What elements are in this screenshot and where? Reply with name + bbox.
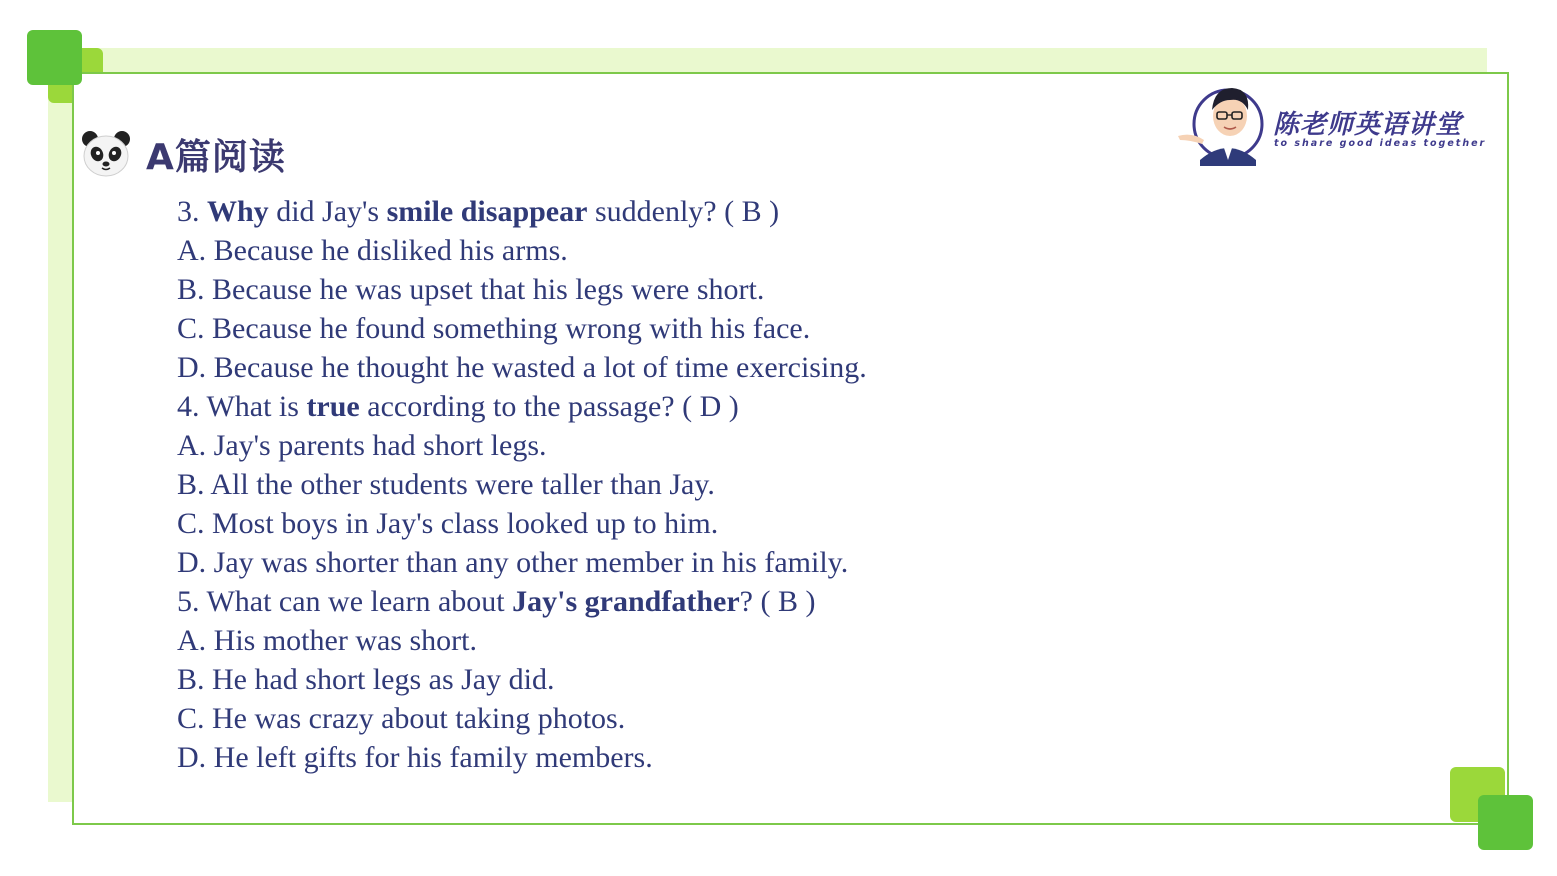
answer-option: B. All the other students were taller than Jay. <box>177 468 715 501</box>
answer-option: B. Because he was upset that his legs were short. <box>177 273 765 306</box>
question-stem: 3. Why did Jay's smile disappear suddenly? ( B ) <box>177 195 780 228</box>
answer-option: D. Because he thought he wasted a lot of time exercising. <box>177 351 867 384</box>
brand-name: 陈老师英语讲堂 <box>1273 110 1463 140</box>
answer-option: D. He left gifts for his family members. <box>177 741 653 774</box>
answer-option: D. Jay was shorter than any other member in his family. <box>177 546 849 579</box>
brand-logo <box>1178 80 1498 166</box>
corner-square-bottom-right-front <box>1478 795 1533 850</box>
answer-option: C. He was crazy about taking photos. <box>177 702 626 735</box>
answer-option: C. Most boys in Jay's class looked up to him. <box>177 507 719 540</box>
teacher-avatar-icon <box>1178 80 1274 166</box>
question-list <box>177 192 867 777</box>
question-stem: 4. What is true according to the passage? ( D ) <box>177 390 739 423</box>
answer-option: A. Jay's parents had short legs. <box>177 429 547 462</box>
question-stem: 5. What can we learn about Jay's grandfather? ( B ) <box>177 585 816 618</box>
answer-option: A. Because he disliked his arms. <box>177 234 568 267</box>
panda-icon <box>80 128 132 180</box>
answer-option: B. He had short legs as Jay did. <box>177 663 555 696</box>
section-heading <box>80 128 286 180</box>
answer-option: A. His mother was short. <box>177 624 477 657</box>
section-title: A篇阅读 <box>146 136 286 178</box>
answer-option: C. Because he found something wrong with his face. <box>177 312 811 345</box>
brand-slogan: to share good ideas together <box>1274 138 1487 149</box>
corner-square-top-left-front <box>27 30 82 85</box>
